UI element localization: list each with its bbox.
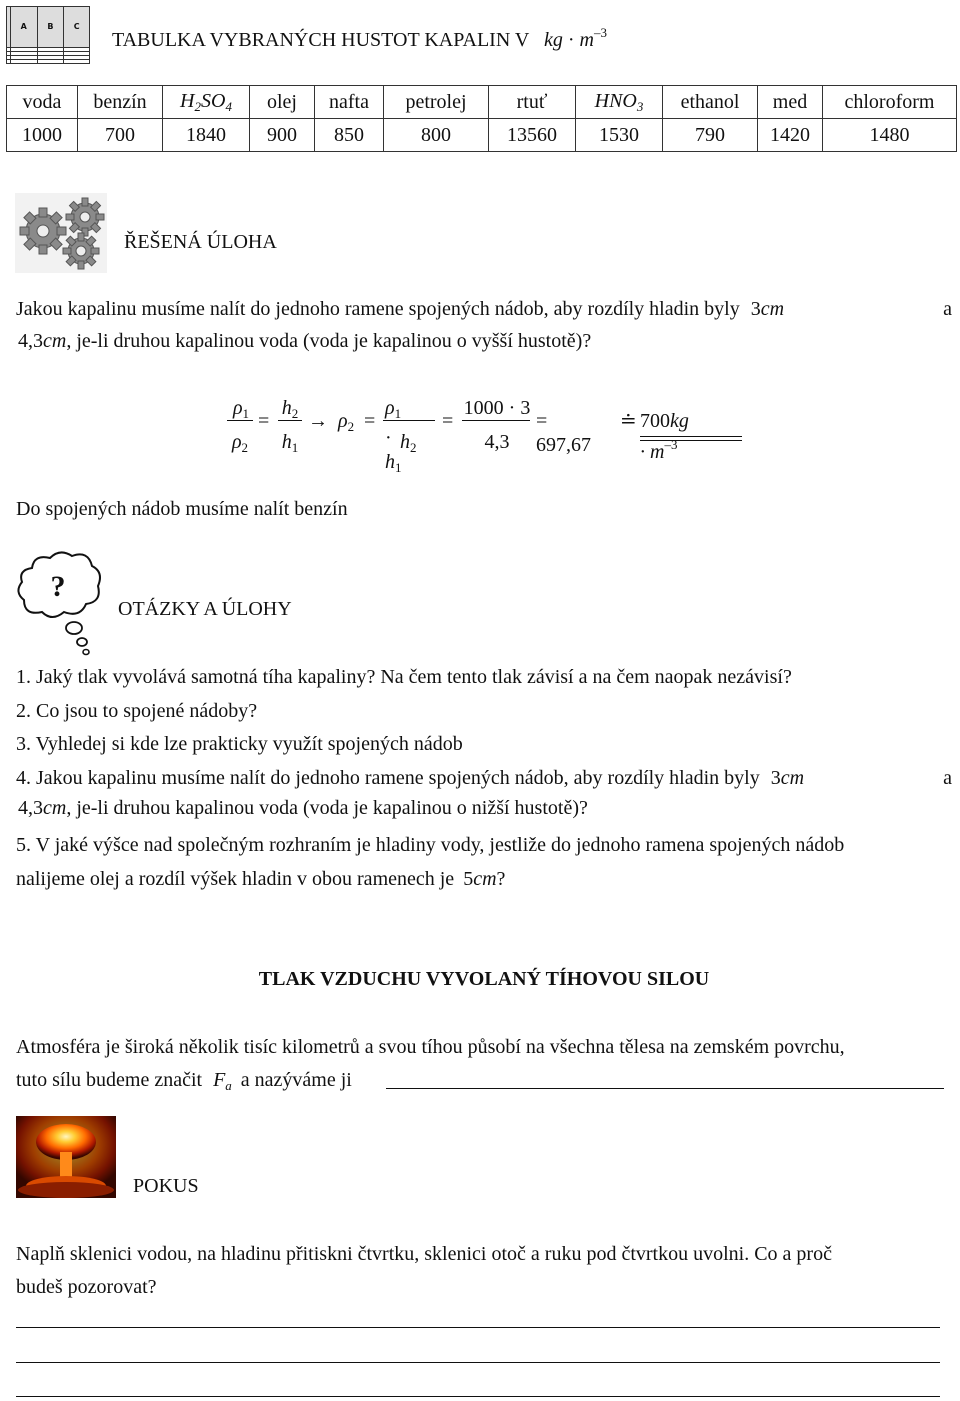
answer-line[interactable] bbox=[16, 1396, 940, 1397]
question-5-line-2: nalijeme olej a rozdíl výšek hladin v obou ramenech je 5cm? bbox=[16, 868, 506, 890]
solved-line-1: Jakou kapalinu musíme nalít do jednoho ramene spojených nádob, aby rozdíly hladin byly 3cm a bbox=[16, 298, 952, 320]
question-2: 2. Co jsou to spojené nádoby? bbox=[16, 700, 258, 722]
solved-conclusion: Do spojených nádob musíme nalít benzín bbox=[16, 498, 348, 520]
experiment-heading: POKUS bbox=[133, 1175, 199, 1197]
question-5-line-1: 5. V jaké výšce nad společným rozhraním je hladiny vody, jestliže do jednoho ramena spojených nádob bbox=[16, 834, 845, 856]
answer-line[interactable] bbox=[16, 1362, 940, 1363]
air-paragraph-line-2: tuto sílu budeme značit $F_a$ a nazýváme ji bbox=[16, 1069, 352, 1093]
svg-text:?: ? bbox=[50, 570, 66, 603]
spreadsheet-icon: A B C bbox=[6, 6, 90, 64]
solved-line-2: 4,3cm, je-li druhou kapalinou voda (voda je kapalinou o vyšší hustotě)? bbox=[18, 330, 592, 352]
density-table bbox=[6, 85, 957, 152]
question-3: 3. Vyhledej si kde lze prakticky využít spojených nádob bbox=[16, 733, 463, 755]
h2so4-cell: $H_2SO_4$ bbox=[163, 86, 250, 119]
question-1: 1. Jaký tlak vyvolává samotná tíha kapaliny? Na čem tento tlak závisí a na čem naopak nezávisí? bbox=[16, 666, 792, 688]
explosion-image bbox=[16, 1116, 116, 1198]
table-row: voda benzín $H_2SO_4$ olej nafta petrolej rtuť $HNO_3$ ethanol med chloroform bbox=[7, 86, 957, 119]
gears-icon bbox=[15, 193, 107, 273]
air-paragraph-line-1: Atmosféra je široká několik tisíc kilometrů a svou tíhou působí na všechna tělesa na zemském povrchu, bbox=[16, 1036, 845, 1058]
table-row: 1000 700 1840 900 850 800 13560 1530 790 1420 1480 bbox=[7, 119, 957, 152]
solved-heading: ŘEŠENÁ ÚLOHA bbox=[124, 231, 277, 253]
experiment-line-1: Naplň sklenici vodou, na hladinu přitiskni čtvrtku, sklenici otoč a ruku pod čtvrtkou uvolni. Co a proč bbox=[16, 1243, 832, 1265]
answer-blank[interactable] bbox=[386, 1088, 944, 1089]
page-title: TABULKA VYBRANÝCH HUSTOT KAPALIN V kg · $m^{-3}$ bbox=[112, 25, 607, 51]
question-4-line-1: 4. Jakou kapalinu musíme nalít do jednoho ramene spojených nádob, aby rozdíly hladin byly 3cm a bbox=[16, 767, 952, 789]
hno3-cell: $HNO_3$ bbox=[576, 86, 663, 119]
question-4-line-2: 4,3cm, je-li druhou kapalinou voda (voda je kapalinou o nižší hustotě)? bbox=[18, 797, 588, 819]
section-heading: TLAK VZDUCHU VYVOLANÝ TÍHOVOU SILOU bbox=[258, 968, 710, 990]
experiment-line-2: budeš pozorovat? bbox=[16, 1276, 157, 1298]
answer-line[interactable] bbox=[16, 1327, 940, 1328]
question-bubble-icon bbox=[14, 548, 104, 656]
questions-heading: OTÁZKY A ÚLOHY bbox=[118, 598, 292, 620]
